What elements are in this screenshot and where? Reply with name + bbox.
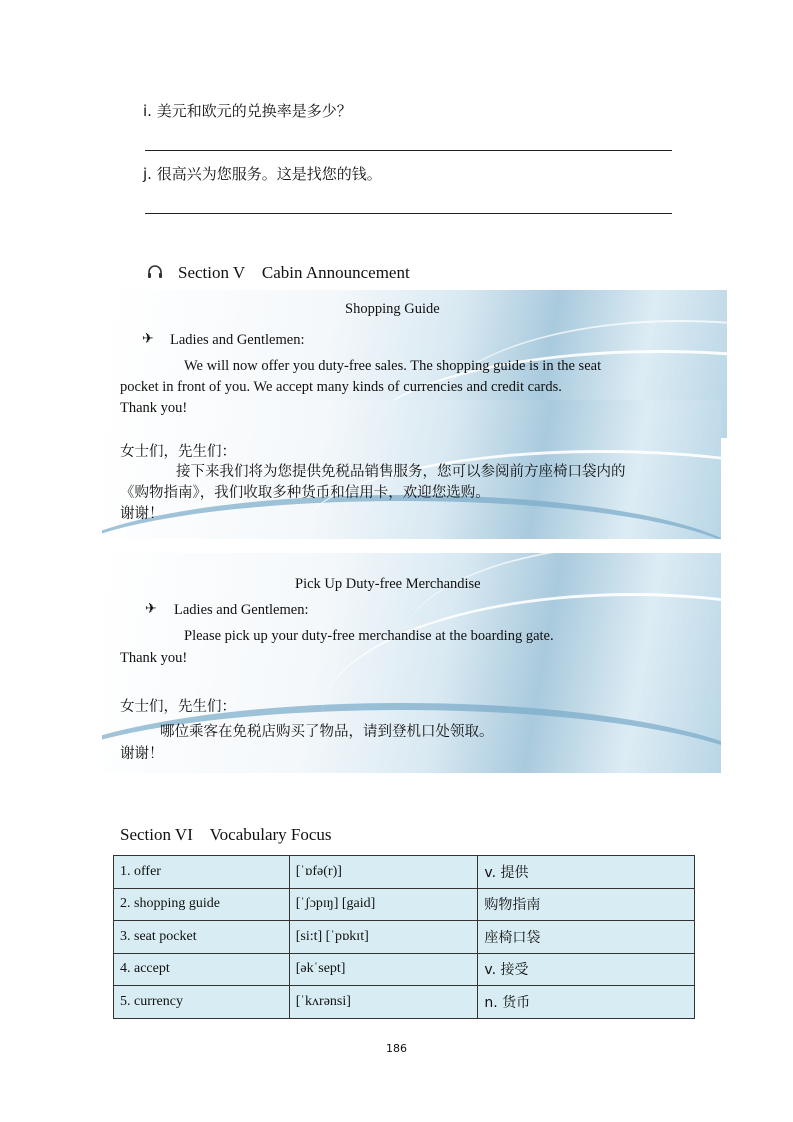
meaning-cell: n. 货币 xyxy=(478,986,695,1019)
cn-body-line: 哪位乘客在免税店购买了物品，请到登机口处领取。 xyxy=(160,724,494,740)
table-row xyxy=(114,986,695,1019)
term-cell: 1. offer xyxy=(114,856,290,889)
exercise-label: j. xyxy=(143,165,152,183)
cn-body-line: 接下来我们将为您提供免税品销售服务，您可以参阅前方座椅口袋内的 xyxy=(176,464,626,480)
phonetic-cell: [ˈɒfə(r)] xyxy=(289,856,478,889)
cn-greeting: 女士们，先生们： xyxy=(120,444,236,460)
phonetic-cell: [əkˈsept] xyxy=(289,953,478,986)
term-cell: 5. currency xyxy=(114,986,290,1019)
exercise-j xyxy=(143,163,382,184)
phonetic-cell: [ˈkʌrənsi] xyxy=(289,986,478,1019)
term-cell: 4. accept xyxy=(114,953,290,986)
airplane-icon: ✈ xyxy=(142,331,154,347)
cn-thanks: 谢谢！ xyxy=(120,746,164,762)
phonetic-cell: [si:t] [ˈpɒkɪt] xyxy=(289,921,478,954)
phonetic-cell: [ˈʃɔpɪŋ] [gaid] xyxy=(289,888,478,921)
greeting: Ladies and Gentlemen: xyxy=(170,332,305,348)
thanks: Thank you! xyxy=(120,650,188,666)
exercise-i xyxy=(143,100,352,121)
cn-thanks: 谢谢！ xyxy=(120,506,164,522)
cn-greeting: 女士们，先生们： xyxy=(120,699,236,715)
meaning-cell: 购物指南 xyxy=(478,888,695,921)
table-row xyxy=(114,921,695,954)
meaning-cell: v. 接受 xyxy=(478,953,695,986)
announcement-title: Shopping Guide xyxy=(345,301,440,317)
page-number: 186 xyxy=(386,1042,407,1055)
vocabulary-table xyxy=(113,855,695,1019)
greeting: Ladies and Gentlemen: xyxy=(174,602,309,618)
term-cell: 3. seat pocket xyxy=(114,921,290,954)
cn-body-line: 《购物指南》，我们收取多种货币和信用卡，欢迎您选购。 xyxy=(120,485,490,501)
thanks: Thank you! xyxy=(120,400,188,416)
section-title: Section VI Vocabulary Focus xyxy=(120,825,332,844)
term-cell: 2. shopping guide xyxy=(114,888,290,921)
airplane-icon: ✈ xyxy=(145,601,157,617)
exercise-text: 美元和欧元的兑换率是多少？ xyxy=(156,102,352,120)
exercise-label: i. xyxy=(143,102,152,120)
headphones-icon xyxy=(146,263,164,286)
answer-line[interactable] xyxy=(145,150,672,151)
exercise-text: 很高兴为您服务。这是找您的钱。 xyxy=(156,165,382,183)
meaning-cell: 座椅口袋 xyxy=(478,921,695,954)
table-row xyxy=(114,953,695,986)
section-title: Section V Cabin Announcement xyxy=(178,263,410,282)
announcement-title: Pick Up Duty-free Merchandise xyxy=(295,576,481,592)
table-row xyxy=(114,856,695,889)
body-line: We will now offer you duty-free sales. The shopping guide is in the seat xyxy=(184,358,602,374)
table-row xyxy=(114,888,695,921)
answer-line[interactable] xyxy=(145,213,672,214)
body-line: Please pick up your duty-free merchandise at the boarding gate. xyxy=(184,628,554,644)
body-line: pocket in front of you. We accept many kinds of currencies and credit cards. xyxy=(120,379,562,395)
meaning-cell: v. 提供 xyxy=(478,856,695,889)
